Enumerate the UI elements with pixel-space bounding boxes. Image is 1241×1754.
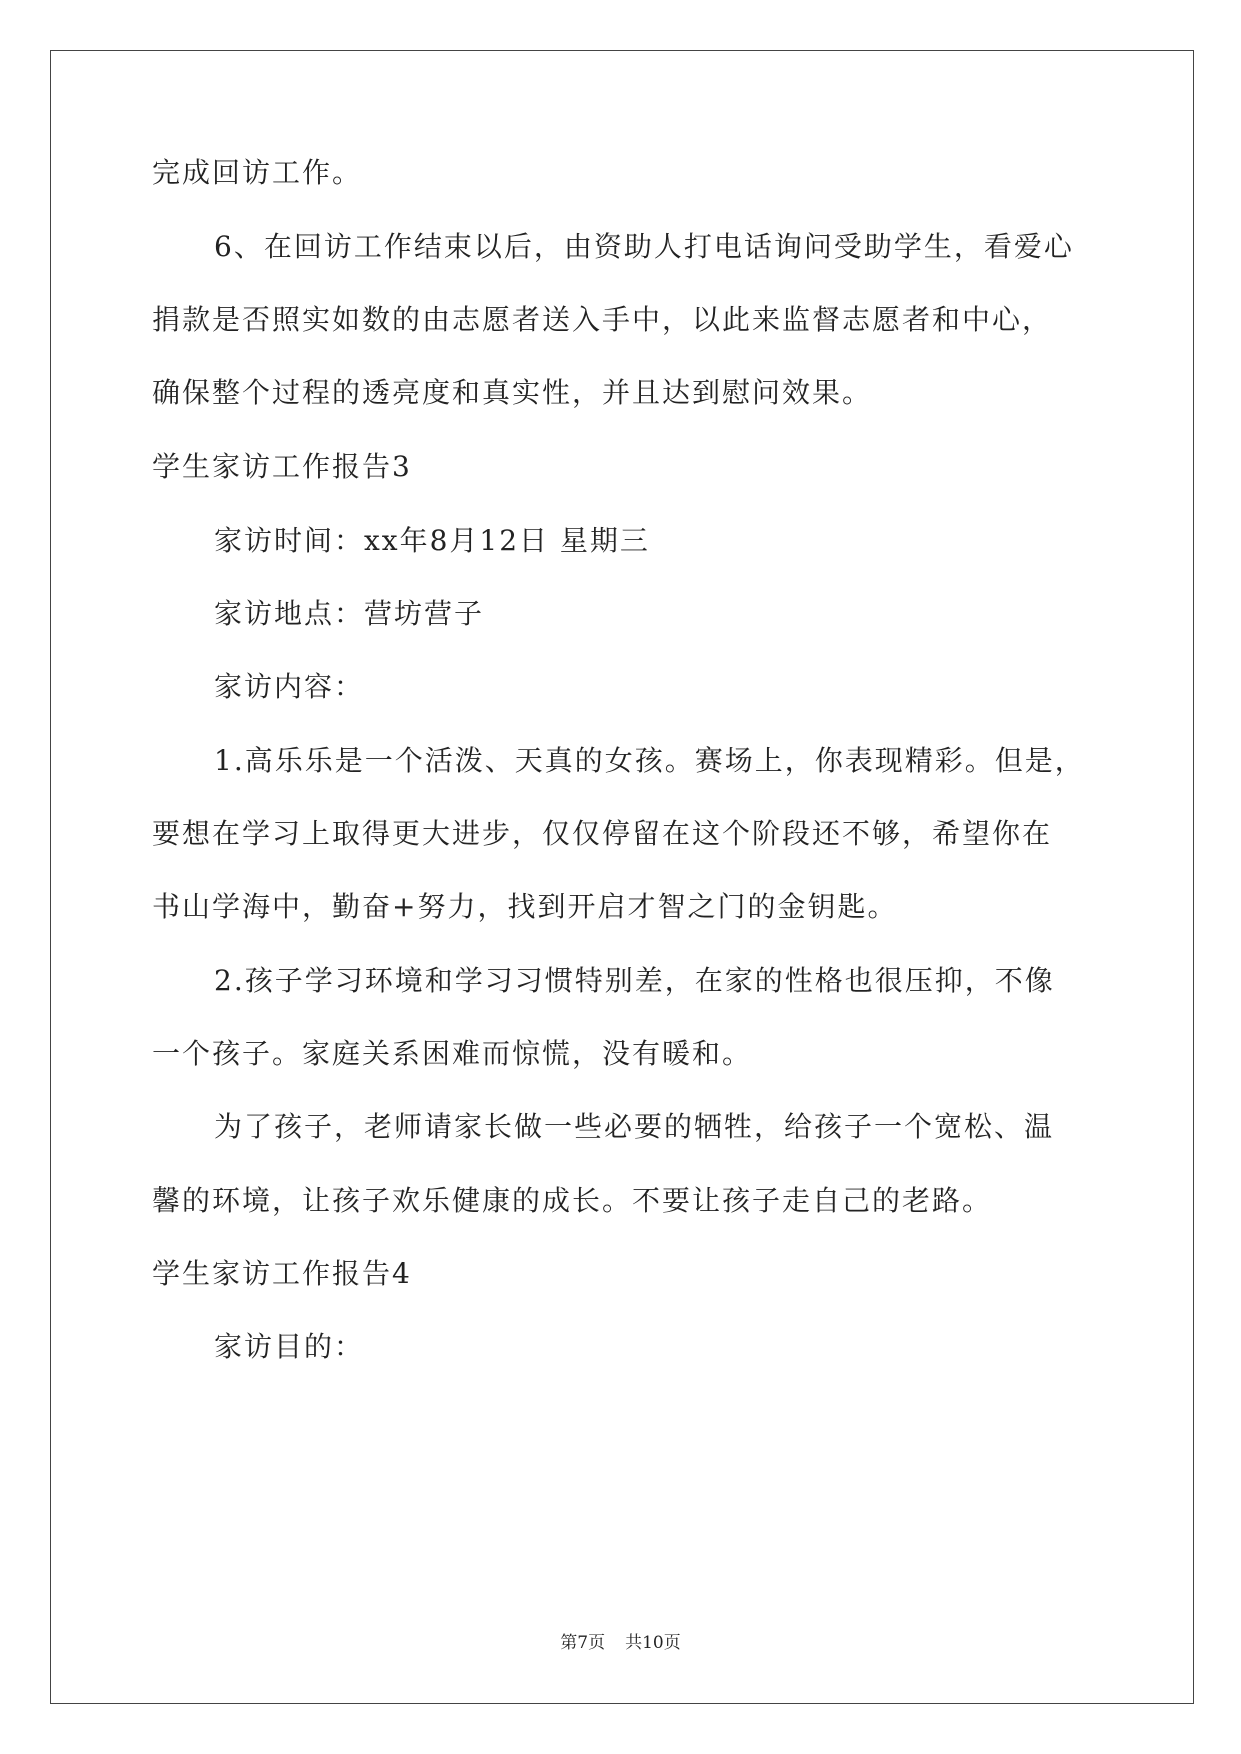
- page-border: [50, 50, 1194, 1704]
- text-line: 捐款是否照实如数的由志愿者送入手中，以此来监督志愿者和中心，: [152, 303, 1053, 336]
- page-number-total: 共10页: [625, 1633, 681, 1653]
- text-line: 家访时间：xx年8月12日 星期三: [214, 524, 650, 557]
- text-line: 为了孩子，老师请家长做一些必要的牺牲，给孩子一个宽松、温: [214, 1110, 1055, 1143]
- text-line: 2.孩子学习环境和学习习惯特别差，在家的性格也很压抑，不像: [214, 964, 1055, 997]
- text-line: 家访目的：: [214, 1330, 365, 1363]
- text-line: 馨的环境，让孩子欢乐健康的成长。不要让孩子走自己的老路。: [152, 1184, 993, 1217]
- text-line: 家访地点：营坊营子: [214, 597, 485, 630]
- section-heading: 学生家访工作报告4: [152, 1257, 412, 1290]
- text-line: 1.高乐乐是一个活泼、天真的女孩。赛场上，你表现精彩。但是，: [214, 744, 1085, 777]
- section-heading: 学生家访工作报告3: [152, 450, 412, 483]
- page-number-current: 第7页: [560, 1633, 606, 1653]
- text-line: 书山学海中，勤奋+努力，找到开启才智之门的金钥匙。: [152, 890, 898, 923]
- page-footer: [0, 1632, 1241, 1654]
- text-line: 完成回访工作。: [152, 156, 363, 189]
- text-line: 要想在学习上取得更大进步，仅仅停留在这个阶段还不够，希望你在: [152, 817, 1053, 850]
- text-line: 6、在回访工作结束以后，由资助人打电话询问受助学生，看爱心: [214, 230, 1074, 263]
- text-line: 家访内容：: [214, 670, 365, 703]
- text-line: 确保整个过程的透亮度和真实性，并且达到慰问效果。: [152, 376, 873, 409]
- text-line: 一个孩子。家庭关系困难而惊慌，没有暖和。: [152, 1037, 753, 1070]
